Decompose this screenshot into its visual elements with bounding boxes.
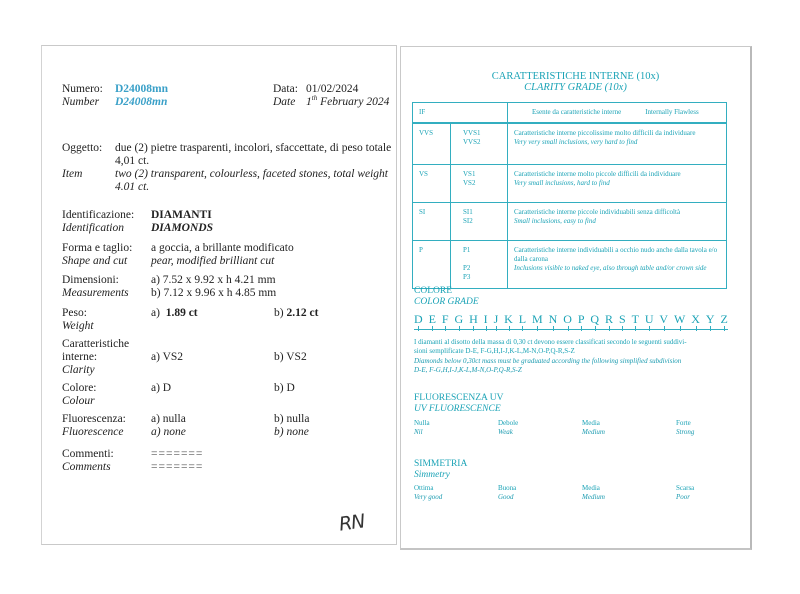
fluorescence-label-en: Fluorescence bbox=[62, 426, 124, 438]
color-grade-d: D bbox=[414, 313, 423, 329]
color-grade-scale bbox=[414, 313, 728, 330]
fluorescence-label: Fluorescenza: bbox=[62, 413, 126, 425]
colour-label-en: Colour bbox=[62, 395, 95, 407]
grade-if: IF bbox=[413, 103, 508, 124]
color-grade-v: V bbox=[659, 313, 668, 329]
color-grade-g: G bbox=[454, 313, 463, 329]
color-grade-y: Y bbox=[706, 313, 715, 329]
shape-label: Forma e taglio: bbox=[62, 242, 133, 254]
comments-value-en: ======= bbox=[151, 461, 204, 473]
fluorescence-b-en: b) none bbox=[274, 426, 309, 438]
grade-vs: VS bbox=[413, 165, 451, 203]
clarity-label-2: interne: bbox=[62, 351, 98, 363]
color-grade-x: X bbox=[691, 313, 700, 329]
date-label: Data: bbox=[273, 83, 298, 95]
color-grade-f: F bbox=[442, 313, 449, 329]
grade-p-sub: P1 P2 P3 bbox=[451, 241, 508, 289]
clarity-row bbox=[413, 123, 727, 165]
weight-b: b) 2.12 ct bbox=[274, 307, 319, 319]
color-note-2: sioni semplificate D-E, F-G,H,I-J,K-L,M-N,O-P,Q-R,S-Z bbox=[414, 347, 575, 355]
fluorescence-grades bbox=[414, 419, 760, 437]
measurements-label-en: Measurements bbox=[62, 287, 129, 299]
symmetry-grade: Scarsa Poor bbox=[676, 484, 695, 501]
item-value-en-2: 4.01 ct. bbox=[115, 181, 150, 193]
item-label-en: Item bbox=[62, 168, 83, 180]
number-label: Numero: bbox=[62, 83, 103, 95]
number-value-en: D24008mn bbox=[115, 96, 168, 108]
colour-a: a) D bbox=[151, 382, 172, 394]
clarity-label-1: Caratteristiche bbox=[62, 338, 130, 350]
measurements-a: a) 7.52 x 9.92 x h 4.21 mm bbox=[151, 274, 276, 286]
date-value: 01/02/2024 bbox=[306, 83, 359, 95]
colour-label: Colore: bbox=[62, 382, 97, 394]
comments-label: Commenti: bbox=[62, 448, 114, 460]
fluorescence-grade: Nulla Nil bbox=[414, 419, 430, 436]
shape-value: a goccia, a brillante modificato bbox=[151, 242, 294, 254]
clarity-b: b) VS2 bbox=[274, 351, 307, 363]
shape-value-en: pear, modified brilliant cut bbox=[151, 255, 275, 267]
comments-value: ======= bbox=[151, 448, 204, 460]
grade-vvs: VVS bbox=[413, 123, 451, 165]
clarity-row bbox=[413, 203, 727, 241]
color-grade-p: P bbox=[578, 313, 585, 329]
item-value-en-1: two (2) transparent, colourless, faceted stones, total weight bbox=[115, 168, 388, 180]
symmetry-grades bbox=[414, 484, 760, 502]
symmetry-grade: Media Medium bbox=[582, 484, 605, 501]
shape-label-en: Shape and cut bbox=[62, 255, 128, 267]
identification-value-en: DIAMONDS bbox=[151, 222, 213, 234]
item-value-1: due (2) pietre trasparenti, incolori, sfaccettate, di peso totale bbox=[115, 142, 392, 154]
fluorescence-grade: Debole Weak bbox=[498, 419, 519, 436]
color-note-en-1: Diamonds below 0,30ct mass must be graduated according the following simplified subdivision bbox=[414, 357, 682, 365]
colour-b: b) D bbox=[274, 382, 295, 394]
clarity-table bbox=[412, 102, 727, 289]
color-grade-k: K bbox=[504, 313, 513, 329]
color-grade-n: N bbox=[549, 313, 558, 329]
date-value-en: 1th February 2024 bbox=[306, 94, 390, 108]
grade-si: SI bbox=[413, 203, 451, 241]
grade-si-desc: Caratteristiche interne piccole individuabili senza difficoltà Small inclusions, easy to find bbox=[508, 203, 727, 241]
fluorescence-title-en: UV FLUORESCENCE bbox=[414, 404, 501, 414]
color-grade-u: U bbox=[645, 313, 654, 329]
clarity-row bbox=[413, 241, 727, 289]
color-note-en-2: D-E, F-G,H,I-J,K-L,M-N,O-P,Q-R,S-Z bbox=[414, 366, 522, 374]
color-grade-l: L bbox=[519, 313, 526, 329]
clarity-title-en: CLARITY GRADE (10x) bbox=[524, 82, 627, 93]
grade-vs-sub: VS1 VS2 bbox=[451, 165, 508, 203]
color-grade-z: Z bbox=[720, 313, 727, 329]
color-grade-q: Q bbox=[590, 313, 599, 329]
grade-p-desc: Caratteristiche interne individuabili a occhio nudo anche dalla tavola e/o dalla carona Inclusions visible to naked eye, also through table and/or crown side bbox=[508, 241, 727, 289]
symmetry-grade: Ottima Very good bbox=[414, 484, 443, 501]
fluorescence-a-en: a) none bbox=[151, 426, 186, 438]
identification-label: Identificazione: bbox=[62, 209, 135, 221]
item-value-2: 4,01 ct. bbox=[115, 155, 150, 167]
certificate-details-card bbox=[41, 45, 397, 545]
symmetry-title-en: Simmetry bbox=[414, 470, 450, 480]
color-grade-t: T bbox=[632, 313, 639, 329]
fluorescence-grade: Forte Strong bbox=[676, 419, 695, 436]
identification-value: DIAMANTI bbox=[151, 209, 212, 221]
color-grade-h: H bbox=[469, 313, 478, 329]
fluorescence-grade: Media Medium bbox=[582, 419, 605, 436]
clarity-label-en: Clarity bbox=[62, 364, 95, 376]
symmetry-title: SIMMETRIA bbox=[414, 459, 468, 469]
measurements-label: Dimensioni: bbox=[62, 274, 119, 286]
color-grade-s: S bbox=[619, 313, 626, 329]
weight-label-en: Weight bbox=[62, 320, 94, 332]
comments-label-en: Comments bbox=[62, 461, 111, 473]
grade-if-desc: Esente da caratteristiche interne Internally Flawless bbox=[508, 103, 727, 124]
item-label: Oggetto: bbox=[62, 142, 103, 154]
weight-label: Peso: bbox=[62, 307, 87, 319]
clarity-row-if bbox=[413, 103, 727, 124]
color-title: COLORE bbox=[414, 286, 452, 296]
signature: RN bbox=[337, 510, 366, 536]
fluorescence-a: a) nulla bbox=[151, 413, 186, 425]
identification-label-en: Identification bbox=[62, 222, 124, 234]
grade-p: P bbox=[413, 241, 451, 289]
color-grade-r: R bbox=[605, 313, 613, 329]
weight-a: a) 1.89 ct bbox=[151, 307, 198, 319]
clarity-row bbox=[413, 165, 727, 203]
grade-vs-desc: Caratteristiche interne molto piccole difficili da individuare Very small inclusions, hard to find bbox=[508, 165, 727, 203]
clarity-title: CARATTERISTICHE INTERNE (10x) bbox=[491, 71, 660, 82]
grading-scale-card bbox=[400, 46, 752, 550]
color-grade-w: W bbox=[674, 313, 685, 329]
fluorescence-title: FLUORESCENZA UV bbox=[414, 393, 504, 403]
fluorescence-b: b) nulla bbox=[274, 413, 310, 425]
symmetry-grade: Buona Good bbox=[498, 484, 517, 501]
color-grade-m: M bbox=[532, 313, 543, 329]
color-grade-e: E bbox=[429, 313, 436, 329]
grade-si-sub: SI1 SI2 bbox=[451, 203, 508, 241]
color-title-en: COLOR GRADE bbox=[414, 297, 479, 307]
clarity-a: a) VS2 bbox=[151, 351, 184, 363]
measurements-b: b) 7.12 x 9.96 x h 4.85 mm bbox=[151, 287, 277, 299]
number-label-en: Number bbox=[62, 96, 100, 108]
color-note-1: I diamanti al disotto della massa di 0,30 ct devono essere classificati secondo le seguenti suddivi- bbox=[414, 338, 687, 346]
date-label-en: Date bbox=[273, 96, 296, 108]
grade-vvs-sub: VVS1 VVS2 bbox=[451, 123, 508, 165]
color-grade-o: O bbox=[563, 313, 572, 329]
number-value: D24008mn bbox=[115, 83, 169, 95]
color-grade-j: J bbox=[494, 313, 499, 329]
grade-vvs-desc: Caratteristiche interne piccolissime molto difficili da individuare Very very small inclusions, very hard to find bbox=[508, 123, 727, 165]
color-grade-i: I bbox=[484, 313, 488, 329]
